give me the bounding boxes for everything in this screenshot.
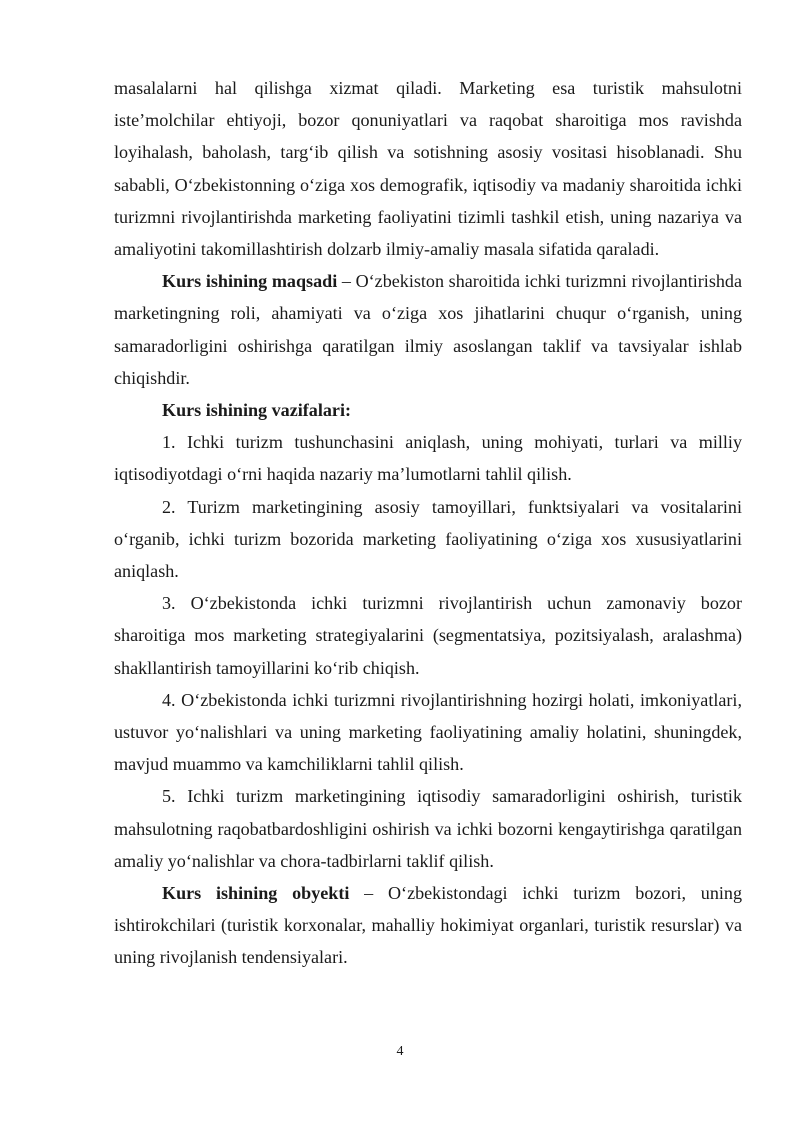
task-item-2: 2. Turizm marketingining asosiy tamoyillari, funktsiyalari va vositalarini o‘rganib, ichki turizm bozorida marketing faoliyatining o‘ziga xos xususiyatlarini aniqlash.: [114, 496, 742, 582]
paragraph-object: [114, 877, 742, 974]
task-item-1: 1. Ichki turizm tushunchasini aniqlash, uning mohiyati, turlari va milliy iqtisodiyotdagi o‘rni haqida nazariy ma’lumotlarni tahlil qilish.: [114, 432, 742, 485]
goal-label: Kurs ishining maqsadi: [162, 271, 338, 292]
goal-text: – O‘zbekiston sharoitida ichki turizmni rivojlantirishda marketingning roli, ahamiyati va o‘ziga xos jihatlarini chuqur o‘rganish, uning samaradorligini oshirishga qaratilgan ilmiy asoslangan taklif va tavsiyalar ishlab chiqishdir.: [114, 271, 742, 388]
object-label: Kurs ishining obyekti: [162, 883, 350, 904]
task-item-4: 4. O‘zbekistonda ichki turizmni rivojlantirishning hozirgi holati, imkoniyatlari, ustuvor yo‘nalishlari va uning marketing faoliyatining amaliy holatini, shuningdek, mavjud muammo va kamchiliklarni tahlil qilish.: [114, 689, 742, 775]
paragraph-intro: masalalarni hal qilishga xizmat qiladi. Marketing esa turistik mahsulotni iste’molchilar ehtiyoji, bozor qonuniyatlari va raqobat sharoitiga mos ravishda loyihalash, baholash, targ‘ib qilish va sotishning asosiy vositasi hisoblanadi. Shu sababli, O‘zbekistonning o‘ziga xos demografik, iqtisodiy va madaniy sharoitida ichki turizmni rivojlantirishda marketing faoliyatini tizimli tashkil etish, uning nazariya va amaliyotini takomillashtirish dolzarb ilmiy-amaliy masala sifatida qaraladi.: [114, 78, 742, 260]
tasks-heading: Kurs ishining vazifalari:: [162, 400, 351, 421]
paragraph-goal: [114, 265, 742, 394]
object-text: – O‘zbekistondagi ichki turizm bozori, uning ishtirokchilari (turistik korxonalar, mahalliy hokimiyat organlari, turistik resurslar) va uning rivojlanish tendensiyalari.: [114, 883, 742, 968]
page-number: 4: [396, 1044, 404, 1059]
task-item-5: 5. Ichki turizm marketingining iqtisodiy samaradorligini oshirish, turistik mahsulotning raqobatbardoshligini oshirish va ichki bozorni kengaytirishga qaratilgan amaliy yo‘nalishlar va chora-tadbirlarni taklif qilish.: [114, 786, 742, 871]
body-text: [114, 72, 742, 974]
task-item-3: 3. O‘zbekistonda ichki turizmni rivojlantirish uchun zamonaviy bozor sharoitiga mos marketing strategiyalarini (segmentatsiya, pozitsiyalash, aralashma) shakllantirish tamoyillarini ko‘rib chiqish.: [114, 593, 742, 678]
